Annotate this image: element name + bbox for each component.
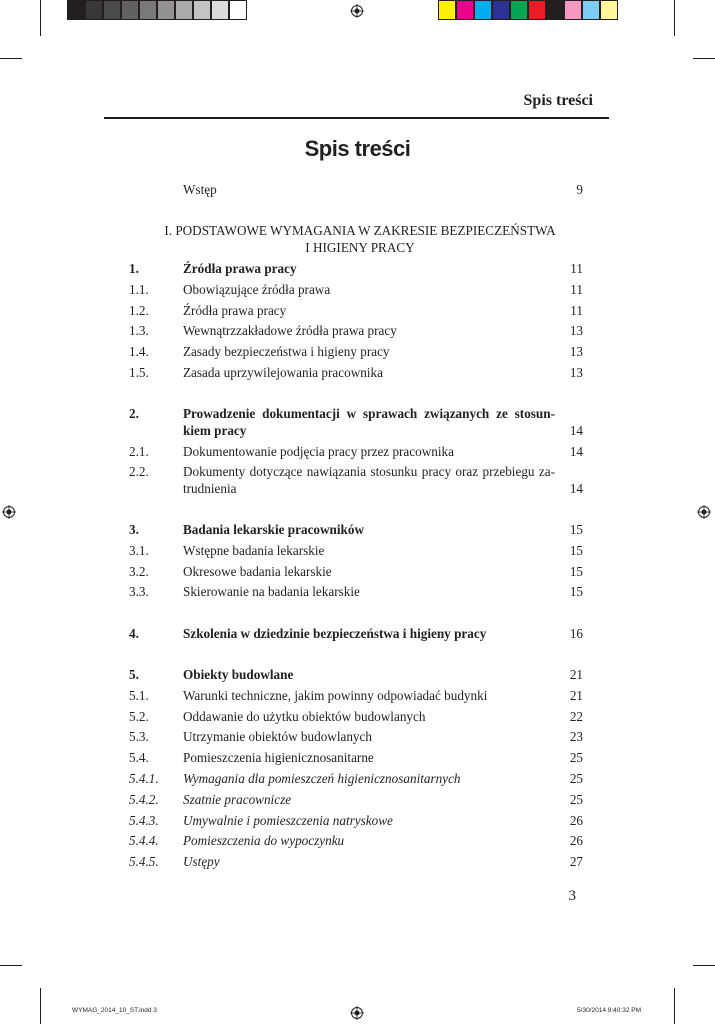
color-swatch (510, 0, 528, 20)
toc-entry-title (183, 625, 555, 642)
grayscale-swatch (103, 0, 121, 20)
toc-entry-title-line: Zasady bezpieczeństwa i higieny pracy (183, 344, 390, 359)
crop-mark (693, 58, 715, 59)
grayscale-swatch (121, 0, 139, 20)
registration-mark-icon (2, 505, 16, 519)
toc-entry-title (183, 443, 555, 460)
toc-entry-title-line: Dokumenty dotyczące nawiązania stosunku pracy oraz przebiegu za- (183, 464, 555, 479)
toc-entry-title (183, 832, 555, 849)
toc-entry-page: 23 (569, 729, 583, 744)
toc-entry-page: 13 (569, 365, 583, 380)
toc-entry-title (183, 181, 555, 198)
toc-entry-page: 13 (569, 323, 583, 338)
slug-datetime: 5/30/2014 9:40:32 PM (577, 1007, 641, 1014)
toc-entry-number: 5.4.1. (129, 771, 159, 786)
toc-entry-title-line: Szkolenia w dziedzinie bezpieczeństwa i higieny pracy (183, 626, 487, 641)
grayscale-swatch (193, 0, 211, 20)
toc-entry-title-line: Wewnątrzzakładowe źródła prawa pracy (183, 323, 397, 338)
toc-entry-title-line: Badania lekarskie pracowników (183, 522, 364, 537)
grayscale-swatch (85, 0, 103, 20)
toc-entry-page: 15 (569, 522, 583, 537)
toc-entry-number: 3.1. (129, 543, 149, 558)
toc-entry-number: 1.2. (129, 303, 149, 318)
toc-entry-number: 1.4. (129, 344, 149, 359)
toc-entry-title (183, 322, 555, 339)
toc-entry-page: 15 (569, 584, 583, 599)
crop-mark (40, 0, 41, 36)
grayscale-swatch (139, 0, 157, 20)
part-heading-line: I. PODSTAWOWE WYMAGANIA W ZAKRESIE BEZPIECZEŃSTWA (164, 223, 556, 238)
toc-entry-number: 3.2. (129, 564, 149, 579)
toc-entry-number: 5.4.3. (129, 813, 159, 828)
toc-entry-title (183, 812, 555, 829)
toc-entry-title-line: Ustępy (183, 854, 220, 869)
toc-entry-page: 15 (569, 564, 583, 579)
toc-entry-title-line: Obowiązujące źródła prawa (183, 282, 331, 297)
toc-entry-title-line: Szatnie pracownicze (183, 792, 292, 807)
toc-entry-title-line: Źródła prawa pracy (183, 261, 297, 276)
toc-entry-title-line: Skierowanie na badania lekarskie (183, 584, 360, 599)
running-header: Spis treści (523, 92, 593, 109)
page-title: Spis treści (304, 136, 411, 161)
header-rule (104, 117, 609, 119)
toc-entry-title-line: Pomieszczenia do wypoczynku (183, 833, 345, 848)
toc-entry-title-line: kiem pracy (183, 423, 247, 438)
toc-entry-title-line: Warunki techniczne, jakim powinny odpowiadać budynki (183, 688, 488, 703)
color-swatch (438, 0, 456, 20)
registration-mark-icon (350, 1006, 364, 1020)
toc-entry-page: 25 (569, 750, 583, 765)
toc-entry-number: 3.3. (129, 584, 149, 599)
toc-entry-page: 22 (569, 709, 583, 724)
toc-entry-page: 25 (569, 771, 583, 786)
toc-entry-title (183, 302, 555, 319)
color-swatch (456, 0, 474, 20)
toc-entry-title-line: Zasada uprzywilejowania pracownika (183, 365, 383, 380)
grayscale-swatch (229, 0, 247, 20)
crop-mark (0, 58, 22, 59)
toc-entry-title-line: Obiekty budowlane (183, 667, 294, 682)
toc-entry-number: 1.1. (129, 282, 149, 297)
toc-entry-number: 5.4.4. (129, 833, 159, 848)
toc-entry-title-line: Źródła prawa pracy (183, 303, 287, 318)
toc-entry-number: 1.5. (129, 365, 149, 380)
crop-mark (693, 965, 715, 966)
toc-entry-number: 3. (129, 522, 139, 537)
page-number: 3 (568, 888, 576, 904)
toc-entry-number: 5.4.5. (129, 854, 159, 869)
toc-entry-number: 5.3. (129, 729, 149, 744)
grayscale-swatch (211, 0, 229, 20)
toc-entry-title (183, 666, 555, 683)
toc-entry-title (183, 343, 555, 360)
toc-entry-title (183, 281, 555, 298)
grayscale-swatch (67, 0, 85, 20)
toc-entry-title-line: Wymagania dla pomieszczeń higienicznosanitarnych (183, 771, 461, 786)
toc-entry-number: 5.4.2. (129, 792, 159, 807)
toc-entry-page: 27 (569, 854, 583, 869)
toc-entry-page: 14 (569, 423, 583, 438)
toc-entry-number: 5.4. (129, 750, 149, 765)
color-swatch (600, 0, 618, 20)
toc-entry-title (183, 364, 555, 381)
toc-entry-title (183, 728, 555, 745)
toc-entry-title (183, 708, 555, 725)
toc-entry-title (183, 770, 555, 787)
slug-filename: WYMAG_2014_10_ST.indd 3 (72, 1007, 157, 1014)
toc-entry-number: 5. (129, 667, 139, 682)
toc-entry-title (183, 791, 555, 808)
color-swatch (528, 0, 546, 20)
part-heading (150, 222, 570, 256)
toc-entry-title-line: Prowadzenie dokumentacji w sprawach związanych ze stosun- (183, 406, 555, 421)
toc-entry-title (183, 405, 555, 439)
toc-entry-page: 25 (569, 792, 583, 807)
color-swatch (582, 0, 600, 20)
crop-mark (40, 988, 41, 1024)
toc-entry-title (183, 563, 555, 580)
toc-entry-title-line: Utrzymanie obiektów budowlanych (183, 729, 372, 744)
crop-mark (674, 988, 675, 1024)
toc-entry-page: 11 (570, 303, 583, 318)
toc-entry-page: 11 (570, 261, 583, 276)
crop-mark (0, 965, 22, 966)
crop-mark (674, 0, 675, 36)
part-heading-line: I HIGIENY PRACY (305, 240, 415, 255)
toc-entry-page: 15 (569, 543, 583, 558)
registration-mark-icon (350, 4, 364, 18)
toc-entry-title (183, 542, 555, 559)
toc-entry-title-line: Okresowe badania lekarskie (183, 564, 332, 579)
toc-entry-page: 11 (570, 282, 583, 297)
toc-entry-number: 2.2. (129, 464, 149, 479)
toc-entry-number: 2.1. (129, 444, 149, 459)
toc-entry-number: 2. (129, 406, 139, 421)
toc-entry-title-line: Dokumentowanie podjęcia pracy przez pracownika (183, 444, 454, 459)
toc-entry-title-line: trudnienia (183, 481, 237, 496)
toc-entry-title-line: Umywalnie i pomieszczenia natryskowe (183, 813, 393, 828)
registration-mark-icon (697, 505, 711, 519)
grayscale-color-bar (67, 0, 247, 20)
toc-entry-title (183, 853, 555, 870)
toc-entry-page: 26 (569, 833, 583, 848)
process-color-bar (438, 0, 618, 20)
toc-entry-title (183, 749, 555, 766)
toc-entry-page: 21 (569, 667, 583, 682)
toc-entry-title-line: Oddawanie do użytku obiektów budowlanych (183, 709, 426, 724)
color-swatch (492, 0, 510, 20)
toc-entry-title-line: Wstęp (183, 182, 217, 197)
toc-entry-title (183, 687, 555, 704)
color-swatch (564, 0, 582, 20)
grayscale-swatch (157, 0, 175, 20)
toc-entry-title-line: Pomieszczenia higienicznosanitarne (183, 750, 374, 765)
toc-entry-page: 21 (569, 688, 583, 703)
color-swatch (474, 0, 492, 20)
toc-entry-title-line: Wstępne badania lekarskie (183, 543, 325, 558)
toc-entry-number: 5.1. (129, 688, 149, 703)
grayscale-swatch (175, 0, 193, 20)
toc-entry-page: 9 (576, 182, 583, 197)
toc-entry-number: 4. (129, 626, 139, 641)
toc-entry-number: 1. (129, 261, 139, 276)
toc-entry-title (183, 583, 555, 600)
toc-entry-page: 14 (569, 444, 583, 459)
color-swatch (546, 0, 564, 20)
toc-entry-page: 14 (569, 481, 583, 496)
toc-entry-title (183, 463, 555, 497)
toc-entry-number: 1.3. (129, 323, 149, 338)
toc-entry-page: 26 (569, 813, 583, 828)
toc-entry-title (183, 521, 555, 538)
toc-entry-title (183, 260, 555, 277)
toc-entry-page: 13 (569, 344, 583, 359)
toc-entry-number: 5.2. (129, 709, 149, 724)
toc-entry-page: 16 (569, 626, 583, 641)
